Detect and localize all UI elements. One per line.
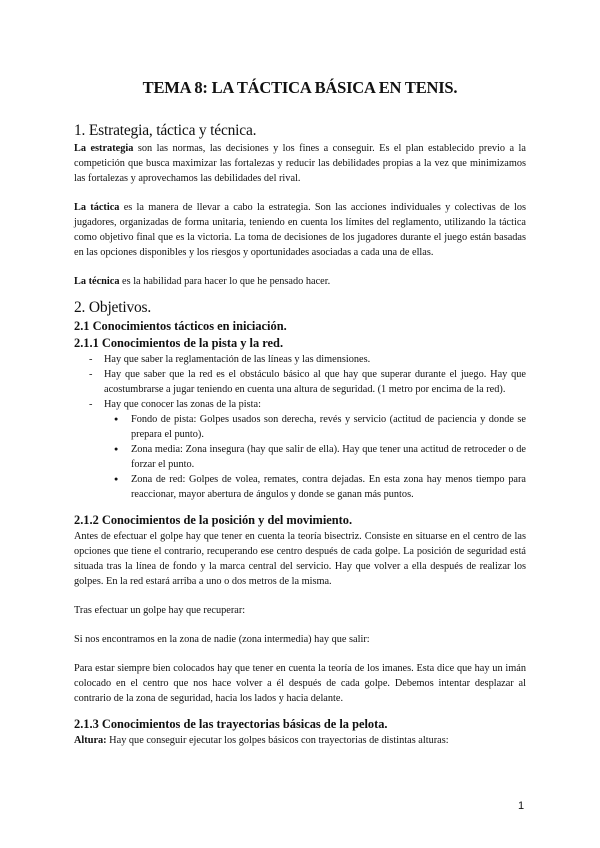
term-estrategia: La estrategia (74, 143, 134, 154)
page-title: TEMA 8: LA TÁCTICA BÁSICA EN TENIS. (142, 78, 458, 97)
text-estrategia: son las normas, las decisiones y los fines a conseguir. Es el plan establecido previo a la competición que busca maximizar las fortalezas y reducir las debilidades propias a la vez que minimizamos las fortalezas y aprovechamos las debilidades del rival. (74, 143, 526, 184)
subheading-2-1-3: 2.1.3 Conocimientos de las trayectorias básicas de la pelota. (74, 717, 388, 731)
zones-list (74, 412, 526, 502)
text-tecnica: es la habilidad para hacer lo que he pensado hacer. (119, 276, 331, 287)
subheading-2-1-2: 2.1.2 Conocimientos de la posición y del movimiento. (74, 513, 353, 527)
dash-list (74, 352, 526, 412)
page-number: 1 (518, 800, 525, 812)
paragraph-tactica (74, 200, 526, 260)
section-heading-2: 2. Objetivos. (74, 299, 152, 316)
list-item: - Hay que saber la reglamentación de las líneas y las dimensiones. (89, 352, 526, 367)
text-altura: Hay que conseguir ejecutar los golpes básicos con trayectorias de distintas alturas: (106, 735, 449, 746)
subheading-2-1: 2.1 Conocimientos tácticos en iniciación. (74, 319, 287, 333)
page-content (74, 78, 526, 748)
text-tactica: es la manera de llevar a cabo la estrategia. Son las acciones individuales y colectivas de los jugadores, organizadas de forma unitaria, teniendo en cuenta los límites del reglamento, utilizando la táctica como objetivo final que es la victoria. La toma de decisiones de los jugadores durante el juego están basadas en las opciones disponibles y los riesgos y oportunidades asociadas a cada una de ellas. (74, 202, 526, 258)
term-tecnica: La técnica (74, 276, 120, 287)
paragraph-imanes: Para estar siempre bien colocados hay que tener en cuenta la teoría de los imanes. Esta dice que hay un imán colocado en el centro que nos hace volver a él después de cada golpe. Debemos intentar desplazar al contrario de la zona de seguridad, hacia los lados y hacia delante. (74, 663, 526, 704)
section-heading-1: 1. Estrategia, táctica y técnica. (74, 122, 257, 139)
term-altura: Altura: (74, 735, 107, 746)
list-item: ● Fondo de pista: Golpes usados son derecha, revés y servicio (actitud de paciencia y donde se prepara el punto). (114, 412, 526, 442)
paragraph-altura (74, 733, 526, 748)
list-item: ● Zona de red: Golpes de volea, remates, contra dejadas. En esta zona hay menos tiempo para reaccionar, mayor abertura de ángulos y donde se ganan más puntos. (114, 472, 526, 502)
paragraph-bisectriz: Antes de efectuar el golpe hay que tener en cuenta la teoría bisectriz. Consiste en situarse en el centro de las opciones que tiene el contrario, recuperando ese centro después de cada golpe. La posición de seguridad está situada tras la línea de fondo y la marca central del servicio. Hay que volver a ella después de realizar los golpes. En la red estará arriba a uno o dos metros de la misma. (74, 531, 526, 587)
paragraph-estrategia (74, 141, 526, 186)
paragraph-tecnica (74, 274, 526, 289)
subheading-2-1-1: 2.1.1 Conocimientos de la pista y la red. (74, 336, 284, 350)
list-item: ● Zona media: Zona insegura (hay que salir de ella). Hay que tener una actitud de retroceder o de forzar el punto. (114, 442, 526, 472)
list-item (89, 397, 526, 412)
paragraph-zona-nadie: Si nos encontramos en la zona de nadie (zona intermedia) hay que salir: (74, 634, 370, 645)
list-item: - Hay que saber que la red es el obstáculo básico al que hay que superar durante el juego. Hay que acostumbrarse a jugar teniendo en cuenta una altura de seguridad. (1 metro por encima de la red). (89, 367, 526, 397)
term-tactica: La táctica (74, 202, 120, 213)
list-item-text: Hay que conocer las zonas de la pista: (104, 399, 261, 410)
paragraph-recuperar: Tras efectuar un golpe hay que recuperar: (74, 605, 246, 616)
